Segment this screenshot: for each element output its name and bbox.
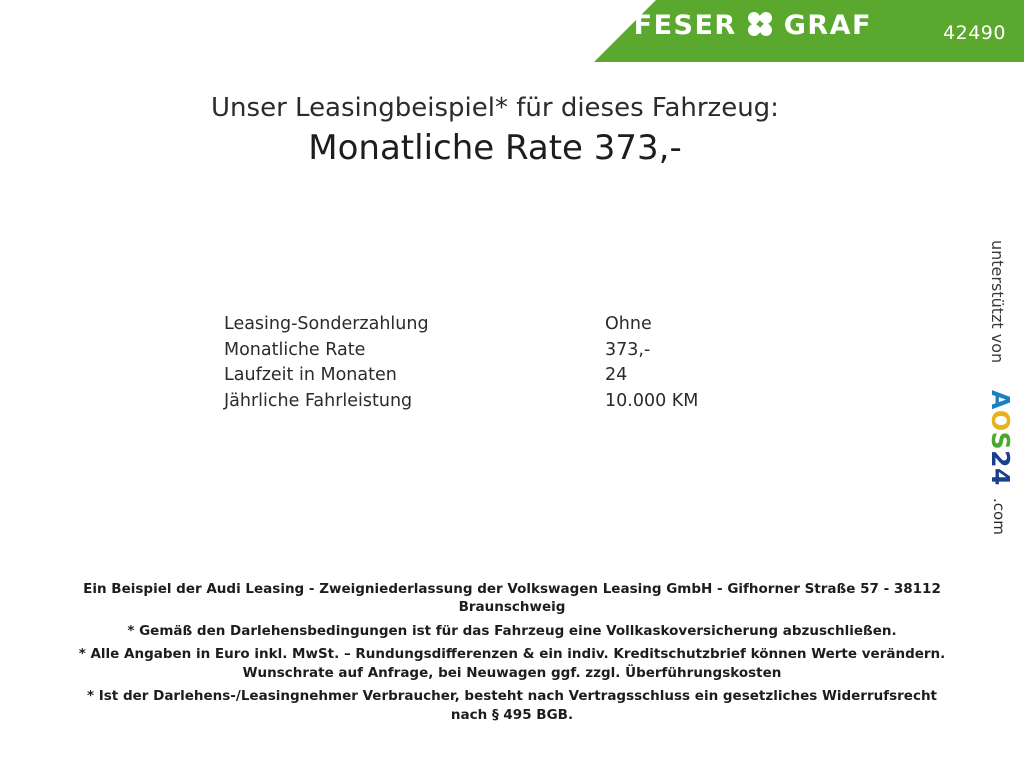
detail-label: Leasing-Sonderzahlung bbox=[224, 314, 429, 334]
vehicle-number: 42490 bbox=[943, 22, 1006, 44]
table-row bbox=[224, 389, 905, 415]
brand-name-left: FESER bbox=[633, 10, 737, 41]
detail-value: 10.000 KM bbox=[605, 390, 699, 411]
sponsor-logo-number: 24 bbox=[986, 450, 1015, 486]
detail-value: 373,- bbox=[605, 339, 651, 360]
monthly-rate-headline: Monatliche Rate 373,- bbox=[308, 127, 682, 168]
detail-label: Laufzeit in Monaten bbox=[224, 365, 397, 385]
sponsor-support-text: unterstützt von bbox=[988, 240, 1007, 364]
footer-line-5: Wunschrate auf Anfrage, bei Neuwagen ggf. zzgl. Überführungskosten bbox=[242, 664, 782, 681]
sponsor-sidebar bbox=[984, 240, 1018, 560]
table-row bbox=[224, 363, 905, 389]
brand-name-right: GRAF bbox=[783, 10, 872, 41]
detail-value: Ohne bbox=[605, 314, 652, 334]
footer-line-3: * Gemäß den Darlehensbedingungen ist für das Fahrzeug eine Vollkaskoversicherung abzuschließen. bbox=[127, 622, 897, 639]
clover-icon bbox=[747, 12, 774, 39]
page-title: Unser Leasingbeispiel* für dieses Fahrzeug: bbox=[211, 93, 779, 123]
sponsor-logo bbox=[986, 390, 1015, 486]
detail-label: Monatliche Rate bbox=[224, 339, 366, 360]
sponsor-logo-letter-o: O bbox=[986, 409, 1015, 432]
footer-line-2: Braunschweig bbox=[458, 599, 566, 615]
table-row bbox=[224, 312, 905, 338]
table-row bbox=[224, 338, 905, 364]
footer-line-6: * Ist der Darlehens-/Leasingnehmer Verbraucher, besteht nach Vertragsschluss ein gesetzliches Widerrufsrecht bbox=[86, 688, 938, 704]
header-band bbox=[0, 0, 1024, 62]
detail-label: Jährliche Fahrleistung bbox=[224, 390, 413, 411]
sponsor-logo-letter-a: A bbox=[986, 390, 1015, 410]
sponsor-logo-letter-s: S bbox=[986, 431, 1015, 451]
leasing-details-table bbox=[224, 312, 905, 414]
legal-footer bbox=[0, 580, 1024, 725]
brand-logo bbox=[634, 12, 872, 39]
sponsor-logo-suffix: .com bbox=[990, 498, 1008, 535]
footer-line-4: * Alle Angaben in Euro inkl. MwSt. – Rundungsdifferenzen & ein indiv. Kreditschutzbrief können Werte verändern. bbox=[78, 646, 946, 662]
footer-line-7: nach § 495 BGB. bbox=[450, 706, 574, 723]
title-block bbox=[0, 92, 990, 169]
footer-line-1: Ein Beispiel der Audi Leasing - Zweigniederlassung der Volkswagen Leasing GmbH - Gifhorner Straße 57 - 38112 bbox=[83, 580, 941, 597]
detail-value: 24 bbox=[605, 365, 628, 385]
